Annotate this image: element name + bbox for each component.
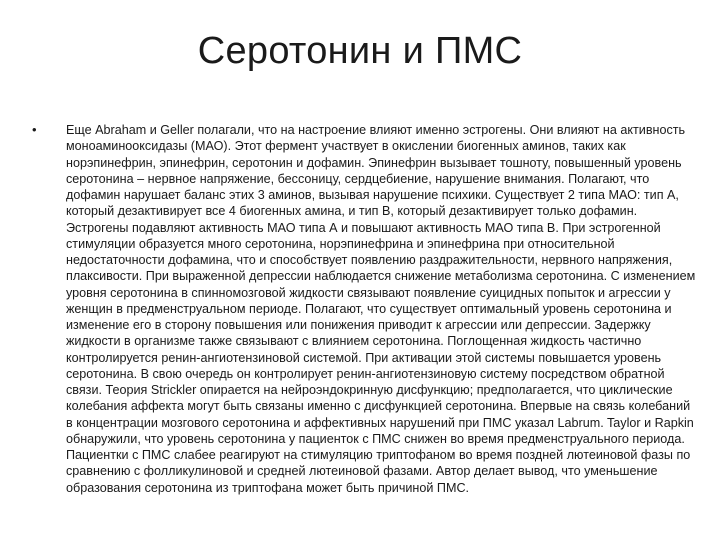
bullet-marker: • — [32, 122, 37, 137]
bullet-text: Еще Abraham и Geller полагали, что на настроение влияют именно эстрогены. Они влияют на активность моноаминооксидазы (МАО). Этот фермент участвует в окислении биогенных аминов, таких как норэпинефрин, эпинефрин, серотонин и дофамин. Эпинефрин вызывает тошноту, повышенный уровень серотонина – нервное напряжение, бессоницу, сердцебиение, нарушение внимания. Полагают, что дофамин нарушает баланс этих 3 аминов, вызывая нарушение психики. Существует 2 типа МАО: тип А, который дезактивирует все 4 биогенных амина, и тип В, который дезактивирует только дофамин. Эстрогены подавляют активность МАО типа А и повышают активность МАО типа В. При эстрогенной стимуляции образуется много серотонина, норэпинефрина и эпинефрина при относительной недостаточности дофамина, что и способствует появлению раздражительности, нервного напряжения, плаксивости. При выраженной депрессии наблюдается снижение метаболизма серотонина. С изменением уровня серотонина в спинномозговой жидкости связывают появление суицидных попыток и агрессии у женщин в предменструальном периоде. Полагают, что существует оптимальный уровень серотонина и изменение его в сторону повышения или понижения приводит к агрессии или депрессии. Задержку жидкости в организме также связывают с влиянием серотонина. Поглощенная жидкость частично контролируется ренин-ангиотензиновой системой. При активации этой системы повышается уровень серотонина. В свою очередь он контролирует ренин-ангиотензиновую систему посредством обратной связи. Теория Strickler опирается на нейроэндокринную дисфункцию; предполагается, что циклические колебания аффекта могут быть связаны именно с дисфункцией серотонина. Впервые на связь колебаний в концентрации мозгового серотонина и аффективных нарушений при ПМС указал Labrum. Taylor и Rapkin обнаружили, что уровень серотонина у пациенток с ПМС снижен во время предменструального периода. Пациентки с ПМС слабее реагируют на стимуляцию триптофаном во время поздней лютеиновой фазы по сравнению с фолликулиновой и средней лютеиновой фазами. Автор делает вывод, что уменьшение образования серотонина из триптофана может быть причиной ПМС. — [66, 123, 696, 495]
slide-title: Серотонин и ПМС — [197, 30, 523, 72]
